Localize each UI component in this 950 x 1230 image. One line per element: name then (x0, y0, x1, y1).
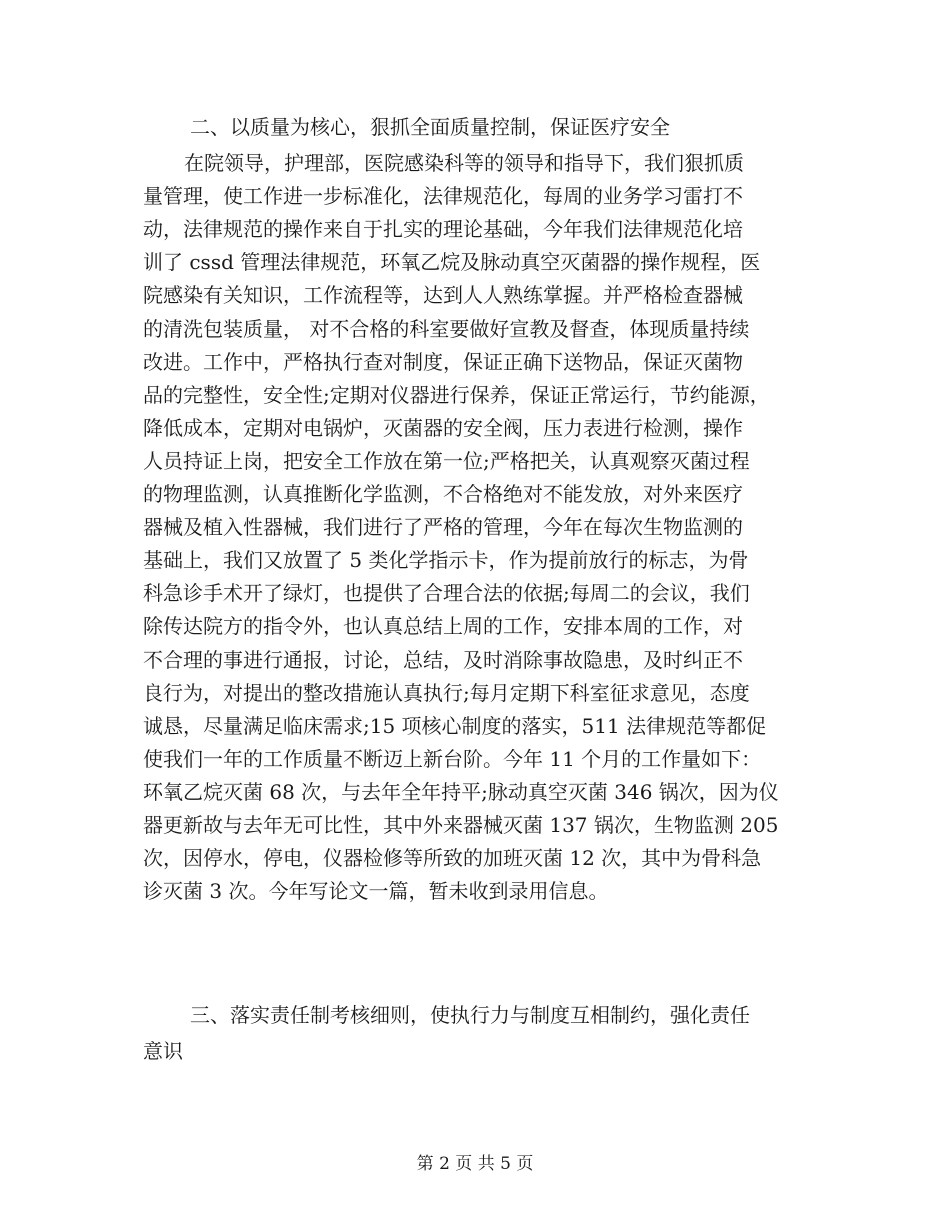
paragraph-line: 环氧乙烷灭菌 68 次，与去年全年持平;脉动真空灭菌 346 锅次，因为仪 (143, 779, 779, 804)
paragraph-line: 降低成本，定期对电锅炉，灭菌器的安全阀，压力表进行检测，操作 (143, 415, 743, 440)
page-number-footer: 第 2 页 共 5 页 (416, 1154, 534, 1174)
paragraph-line: 的物理监测，认真推断化学监测，不合格绝对不能发放，对外来医疗 (143, 482, 743, 506)
paragraph-line: 科急诊手术开了绿灯，也提供了合理合法的依据;每周二的会议，我们 (143, 581, 750, 606)
paragraph-line: 除传达院方的指令外，也认真总结上周的工作，安排本周的工作，对 (143, 614, 743, 639)
section-heading: 二、以质量为核心，狠抓全面质量控制，保证医疗安全 (190, 115, 670, 139)
paragraph-line: 基础上，我们又放置了 5 类化学指示卡，作为提前放行的标志，为骨 (143, 548, 749, 573)
paragraph-line: 器械及植入性器械，我们进行了严格的管理，今年在每次生物监测的 (143, 515, 743, 540)
paragraph-line: 的清洗包装质量， 对不合格的科室要做好宣教及督查，体现质量持续 (143, 316, 750, 341)
paragraph-line: 院感染有关知识，工作流程等，达到人人熟练掌握。并严格检查器械 (143, 283, 743, 308)
paragraph-line: 人员持证上岗，把安全工作放在第一位;严格把关，认真观察灭菌过程 (143, 448, 750, 473)
paragraph-line: 动，法律规范的操作来自于扎实的理论基础，今年我们法律规范化培 (143, 217, 743, 242)
paragraph-line: 品的完整性，安全性;定期对仪器进行保养，保证正常运行，节约能源， (143, 382, 770, 407)
paragraph-line: 改进。工作中，严格执行查对制度，保证正确下送物品，保证灭菌物 (143, 349, 743, 374)
paragraph-line: 训了 cssd 管理法律规范，环氧乙烷及脉动真空灭菌器的操作规程，医 (143, 250, 761, 275)
paragraph-line: 使我们一年的工作质量不断迈上新台阶。今年 11 个月的工作量如下： (143, 746, 762, 771)
paragraph-line: 器更新故与去年无可比性，其中外来器械灭菌 137 锅次，生物监测 205 (143, 813, 779, 837)
section-heading: 三、落实责任制考核细则，使执行力与制度互相制约，强化责任 (190, 1003, 750, 1027)
section-heading-continuation: 意识 (143, 1039, 183, 1063)
paragraph-line: 次，因停水，停电，仪器检修等所致的加班灭菌 12 次，其中为骨科急 (143, 846, 762, 871)
paragraph-line: 不合理的事进行通报，讨论，总结，及时消除事故隐患，及时纠正不 (143, 647, 743, 672)
paragraph-line: 量管理，使工作进一步标准化，法律规范化，每周的业务学习雷打不 (143, 184, 743, 209)
paragraph-line: 良行为，对提出的整改措施认真执行;每月定期下科室征求意见，态度 (143, 680, 750, 705)
paragraph-line: 诊灭菌 3 次。今年写论文一篇，暂未收到录用信息。 (143, 879, 609, 904)
paragraph-line: 在院领导，护理部，医院感染科等的领导和指导下，我们狠抓质 (184, 151, 744, 175)
paragraph-line: 诚恳，尽量满足临床需求;15 项核心制度的落实，511 法律规范等都促 (143, 713, 767, 738)
